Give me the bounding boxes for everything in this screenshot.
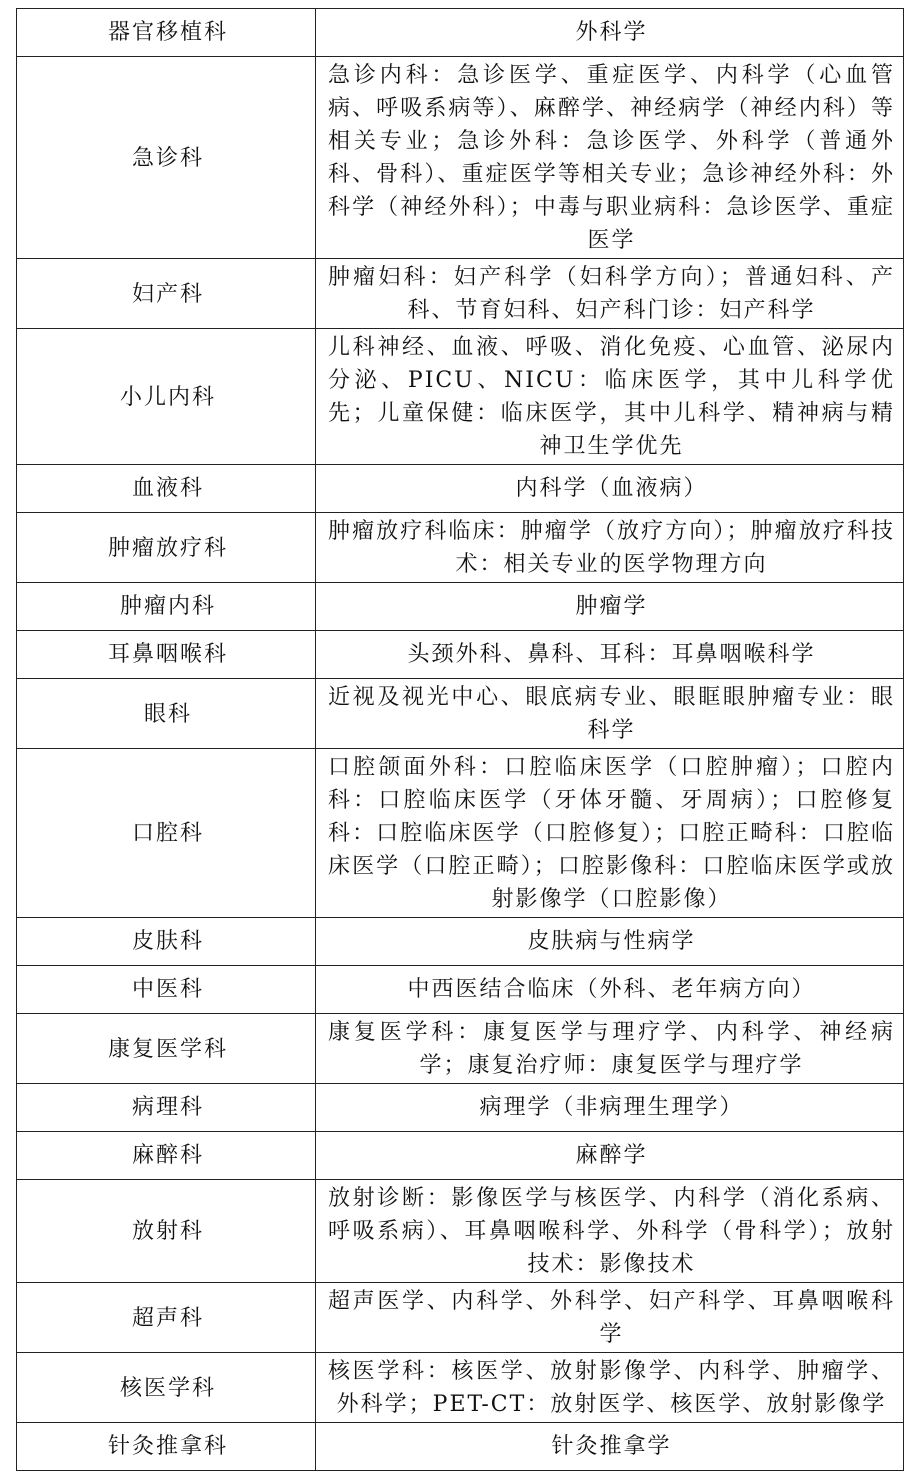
table-row [17, 9, 904, 57]
majors-cell: 皮肤病与性病学 [316, 918, 904, 966]
table-row [17, 1423, 904, 1471]
department-cell: 康复医学科 [17, 1014, 316, 1084]
table-row [17, 513, 904, 583]
majors-cell: 超声医学、内科学、外科学、妇产科学、耳鼻咽喉科学 [316, 1283, 904, 1353]
table-row [17, 1014, 904, 1084]
department-cell: 小儿内科 [17, 329, 316, 465]
table-row [17, 583, 904, 631]
majors-cell: 急诊内科：急诊医学、重症医学、内科学（心血管病、呼吸系病等）、麻醉学、神经病学（神经内科）等相关专业；急诊外科：急诊医学、外科学（普通外科、骨科）、重症医学等相关专业；急诊神经外科：外科学（神经外科）；中毒与职业病科：急诊医学、重症医学 [316, 57, 904, 259]
department-majors-table [16, 8, 904, 1471]
table-row [17, 465, 904, 513]
department-cell: 中医科 [17, 966, 316, 1014]
table-row [17, 631, 904, 679]
department-cell: 血液科 [17, 465, 316, 513]
majors-cell: 儿科神经、血液、呼吸、消化免疫、心血管、泌尿内分泌、PICU、NICU：临床医学，其中儿科学优先；儿童保健：临床医学，其中儿科学、精神病与精神卫生学优先 [316, 329, 904, 465]
majors-cell: 内科学（血液病） [316, 465, 904, 513]
department-cell: 肿瘤放疗科 [17, 513, 316, 583]
table-row [17, 259, 904, 329]
department-cell: 耳鼻咽喉科 [17, 631, 316, 679]
department-cell: 眼科 [17, 679, 316, 749]
department-cell: 麻醉科 [17, 1132, 316, 1180]
department-cell: 病理科 [17, 1084, 316, 1132]
table-row [17, 1132, 904, 1180]
majors-cell: 头颈外科、鼻科、耳科：耳鼻咽喉科学 [316, 631, 904, 679]
majors-cell: 放射诊断：影像医学与核医学、内科学（消化系病、呼吸系病）、耳鼻咽喉科学、外科学（骨科学）；放射技术：影像技术 [316, 1180, 904, 1283]
department-cell: 皮肤科 [17, 918, 316, 966]
department-cell: 肿瘤内科 [17, 583, 316, 631]
table-row [17, 679, 904, 749]
majors-cell: 核医学科：核医学、放射影像学、内科学、肿瘤学、外科学；PET-CT：放射医学、核医学、放射影像学 [316, 1353, 904, 1423]
majors-cell: 病理学（非病理生理学） [316, 1084, 904, 1132]
table-row [17, 1084, 904, 1132]
department-cell: 放射科 [17, 1180, 316, 1283]
majors-cell: 麻醉学 [316, 1132, 904, 1180]
table-row [17, 1283, 904, 1353]
majors-cell: 口腔颌面外科：口腔临床医学（口腔肿瘤）；口腔内科：口腔临床医学（牙体牙髓、牙周病）；口腔修复科：口腔临床医学（口腔修复）；口腔正畸科：口腔临床医学（口腔正畸）；口腔影像科：口腔临床医学或放射影像学（口腔影像） [316, 749, 904, 918]
table-row [17, 749, 904, 918]
table-row [17, 1353, 904, 1423]
department-cell: 妇产科 [17, 259, 316, 329]
department-cell: 急诊科 [17, 57, 316, 259]
department-cell: 针灸推拿科 [17, 1423, 316, 1471]
majors-cell: 康复医学科：康复医学与理疗学、内科学、神经病学；康复治疗师：康复医学与理疗学 [316, 1014, 904, 1084]
department-cell: 器官移植科 [17, 9, 316, 57]
majors-cell: 近视及视光中心、眼底病专业、眼眶眼肿瘤专业：眼科学 [316, 679, 904, 749]
table-row [17, 1180, 904, 1283]
department-cell: 超声科 [17, 1283, 316, 1353]
table-row [17, 918, 904, 966]
majors-cell: 肿瘤妇科：妇产科学（妇科学方向）；普通妇科、产科、节育妇科、妇产科门诊：妇产科学 [316, 259, 904, 329]
table-row [17, 57, 904, 259]
table-row [17, 329, 904, 465]
majors-cell: 肿瘤学 [316, 583, 904, 631]
majors-cell: 针灸推拿学 [316, 1423, 904, 1471]
table-row [17, 966, 904, 1014]
department-cell: 核医学科 [17, 1353, 316, 1423]
majors-cell: 肿瘤放疗科临床：肿瘤学（放疗方向）；肿瘤放疗科技术：相关专业的医学物理方向 [316, 513, 904, 583]
department-cell: 口腔科 [17, 749, 316, 918]
majors-cell: 外科学 [316, 9, 904, 57]
majors-cell: 中西医结合临床（外科、老年病方向） [316, 966, 904, 1014]
